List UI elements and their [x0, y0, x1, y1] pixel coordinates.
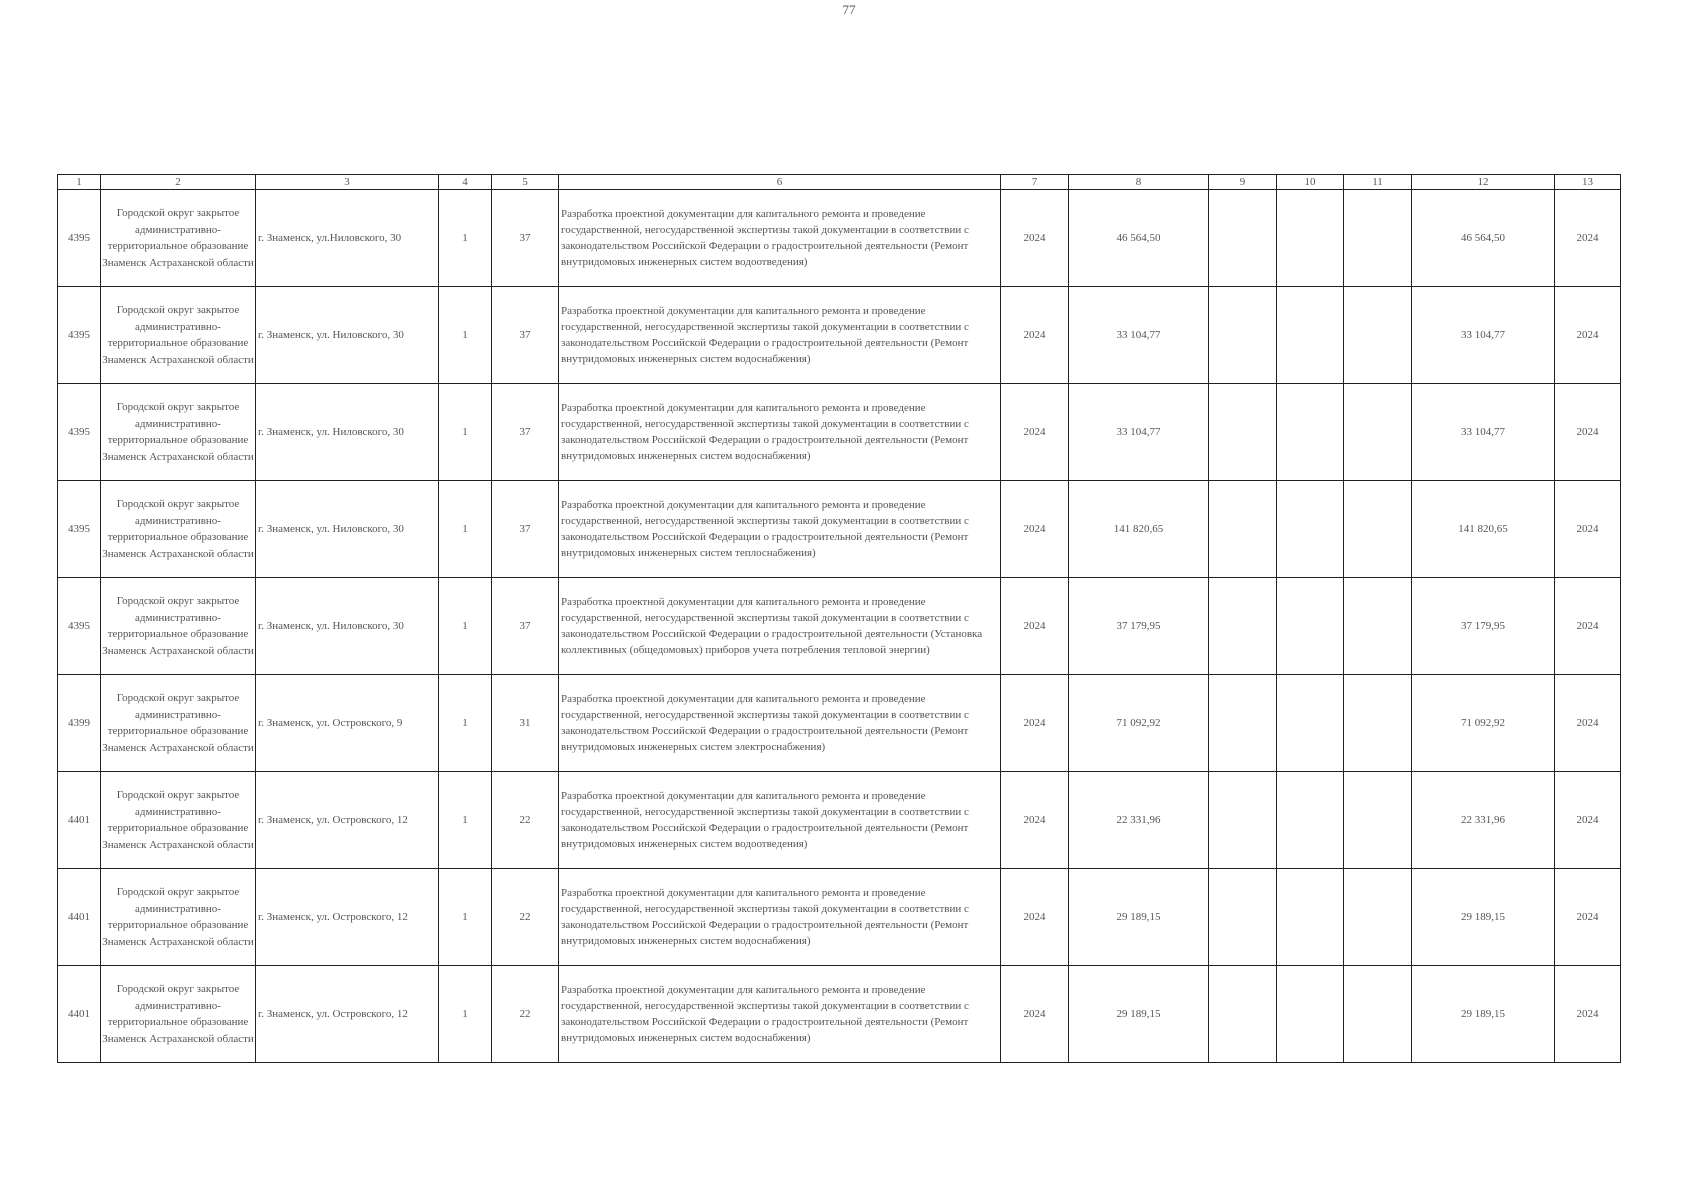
header-row [58, 175, 1621, 190]
column-9-cell [1209, 190, 1277, 287]
table-row [58, 772, 1621, 869]
column-5-cell: 37 [492, 190, 559, 287]
column-4-cell: 1 [439, 772, 492, 869]
column-9-cell [1209, 481, 1277, 578]
municipality-cell: Городской округ закрытое административно-территориальное образование Знаменск Астраханской области [101, 966, 256, 1063]
cost-cell: 46 564,50 [1069, 190, 1209, 287]
column-11-cell [1344, 675, 1412, 772]
work-description-cell: Разработка проектной документации для капитального ремонта и проведение государственной, негосударственной экспертизы такой документации в соответствии с законодательством Российской Федерации о градостроительной деятельности (Ремонт внутридомовых инженерных систем водоснабжения) [559, 869, 1001, 966]
row-number-cell: 4395 [58, 190, 101, 287]
completion-year-cell: 2024 [1555, 966, 1621, 1063]
column-header: 9 [1209, 175, 1277, 190]
total-cost-cell: 46 564,50 [1412, 190, 1555, 287]
row-number-cell: 4401 [58, 966, 101, 1063]
address-cell: г. Знаменск, ул. Ниловского, 30 [256, 287, 439, 384]
year-cell: 2024 [1001, 481, 1069, 578]
work-description-cell: Разработка проектной документации для капитального ремонта и проведение государственной, негосударственной экспертизы такой документации в соответствии с законодательством Российской Федерации о градостроительной деятельности (Ремонт внутридомовых инженерных систем водоснабжения) [559, 287, 1001, 384]
cost-cell: 141 820,65 [1069, 481, 1209, 578]
row-number-cell: 4395 [58, 287, 101, 384]
column-11-cell [1344, 869, 1412, 966]
column-10-cell [1277, 675, 1344, 772]
column-4-cell: 1 [439, 578, 492, 675]
row-number-cell: 4395 [58, 578, 101, 675]
column-header: 7 [1001, 175, 1069, 190]
cost-cell: 71 092,92 [1069, 675, 1209, 772]
table-row [58, 675, 1621, 772]
completion-year-cell: 2024 [1555, 190, 1621, 287]
column-header: 13 [1555, 175, 1621, 190]
municipality-cell: Городской округ закрытое административно-территориальное образование Знаменск Астраханской области [101, 772, 256, 869]
work-description-cell: Разработка проектной документации для капитального ремонта и проведение государственной, негосударственной экспертизы такой документации в соответствии с законодательством Российской Федерации о градостроительной деятельности (Ремонт внутридомовых инженерных систем водоотведения) [559, 772, 1001, 869]
register-table [57, 174, 1621, 1063]
row-number-cell: 4401 [58, 772, 101, 869]
row-number-cell: 4401 [58, 869, 101, 966]
completion-year-cell: 2024 [1555, 869, 1621, 966]
column-10-cell [1277, 384, 1344, 481]
row-number-cell: 4395 [58, 384, 101, 481]
completion-year-cell: 2024 [1555, 675, 1621, 772]
address-cell: г. Знаменск, ул. Ниловского, 30 [256, 384, 439, 481]
register-table-container [57, 174, 1620, 1063]
municipality-cell: Городской округ закрытое административно-территориальное образование Знаменск Астраханской области [101, 190, 256, 287]
column-5-cell: 22 [492, 869, 559, 966]
column-9-cell [1209, 287, 1277, 384]
work-description-cell: Разработка проектной документации для капитального ремонта и проведение государственной, негосударственной экспертизы такой документации в соответствии с законодательством Российской Федерации о градостроительной деятельности (Ремонт внутридомовых инженерных систем электроснабжения) [559, 675, 1001, 772]
work-description-cell: Разработка проектной документации для капитального ремонта и проведение государственной, негосударственной экспертизы такой документации в соответствии с законодательством Российской Федерации о градостроительной деятельности (Установка коллективных (общедомовых) приборов учета потребления тепловой энергии) [559, 578, 1001, 675]
column-9-cell [1209, 772, 1277, 869]
column-5-cell: 37 [492, 578, 559, 675]
total-cost-cell: 33 104,77 [1412, 384, 1555, 481]
column-10-cell [1277, 772, 1344, 869]
table-header [58, 175, 1621, 190]
column-10-cell [1277, 578, 1344, 675]
column-4-cell: 1 [439, 190, 492, 287]
year-cell: 2024 [1001, 384, 1069, 481]
year-cell: 2024 [1001, 869, 1069, 966]
year-cell: 2024 [1001, 578, 1069, 675]
completion-year-cell: 2024 [1555, 772, 1621, 869]
cost-cell: 22 331,96 [1069, 772, 1209, 869]
work-description-cell: Разработка проектной документации для капитального ремонта и проведение государственной, негосударственной экспертизы такой документации в соответствии с законодательством Российской Федерации о градостроительной деятельности (Ремонт внутридомовых инженерных систем теплоснабжения) [559, 481, 1001, 578]
column-9-cell [1209, 869, 1277, 966]
column-10-cell [1277, 481, 1344, 578]
address-cell: г. Знаменск, ул. Островского, 12 [256, 869, 439, 966]
year-cell: 2024 [1001, 287, 1069, 384]
column-header: 2 [101, 175, 256, 190]
column-5-cell: 31 [492, 675, 559, 772]
municipality-cell: Городской округ закрытое административно-территориальное образование Знаменск Астраханской области [101, 869, 256, 966]
completion-year-cell: 2024 [1555, 578, 1621, 675]
column-4-cell: 1 [439, 869, 492, 966]
column-header: 11 [1344, 175, 1412, 190]
total-cost-cell: 141 820,65 [1412, 481, 1555, 578]
column-header: 5 [492, 175, 559, 190]
table-row [58, 966, 1621, 1063]
column-9-cell [1209, 675, 1277, 772]
column-11-cell [1344, 966, 1412, 1063]
work-description-cell: Разработка проектной документации для капитального ремонта и проведение государственной, негосударственной экспертизы такой документации в соответствии с законодательством Российской Федерации о градостроительной деятельности (Ремонт внутридомовых инженерных систем водоотведения) [559, 190, 1001, 287]
column-4-cell: 1 [439, 481, 492, 578]
cost-cell: 29 189,15 [1069, 966, 1209, 1063]
table-row [58, 481, 1621, 578]
column-11-cell [1344, 190, 1412, 287]
address-cell: г. Знаменск, ул. Ниловского, 30 [256, 481, 439, 578]
address-cell: г. Знаменск, ул. Островского, 12 [256, 966, 439, 1063]
column-10-cell [1277, 190, 1344, 287]
total-cost-cell: 33 104,77 [1412, 287, 1555, 384]
column-5-cell: 37 [492, 481, 559, 578]
table-row [58, 190, 1621, 287]
total-cost-cell: 22 331,96 [1412, 772, 1555, 869]
year-cell: 2024 [1001, 772, 1069, 869]
column-header: 12 [1412, 175, 1555, 190]
table-row [58, 869, 1621, 966]
column-9-cell [1209, 578, 1277, 675]
column-11-cell [1344, 384, 1412, 481]
year-cell: 2024 [1001, 675, 1069, 772]
address-cell: г. Знаменск, ул. Островского, 9 [256, 675, 439, 772]
column-4-cell: 1 [439, 384, 492, 481]
table-row [58, 287, 1621, 384]
row-number-cell: 4395 [58, 481, 101, 578]
municipality-cell: Городской округ закрытое административно-территориальное образование Знаменск Астраханской области [101, 481, 256, 578]
column-11-cell [1344, 481, 1412, 578]
cost-cell: 37 179,95 [1069, 578, 1209, 675]
column-header: 4 [439, 175, 492, 190]
column-9-cell [1209, 966, 1277, 1063]
address-cell: г. Знаменск, ул. Ниловского, 30 [256, 578, 439, 675]
completion-year-cell: 2024 [1555, 384, 1621, 481]
column-5-cell: 22 [492, 966, 559, 1063]
table-row [58, 578, 1621, 675]
total-cost-cell: 37 179,95 [1412, 578, 1555, 675]
column-5-cell: 37 [492, 287, 559, 384]
municipality-cell: Городской округ закрытое административно-территориальное образование Знаменск Астраханской области [101, 287, 256, 384]
column-header: 8 [1069, 175, 1209, 190]
column-11-cell [1344, 772, 1412, 869]
total-cost-cell: 71 092,92 [1412, 675, 1555, 772]
total-cost-cell: 29 189,15 [1412, 869, 1555, 966]
work-description-cell: Разработка проектной документации для капитального ремонта и проведение государственной, негосударственной экспертизы такой документации в соответствии с законодательством Российской Федерации о градостроительной деятельности (Ремонт внутридомовых инженерных систем водоснабжения) [559, 384, 1001, 481]
column-11-cell [1344, 287, 1412, 384]
column-10-cell [1277, 966, 1344, 1063]
column-4-cell: 1 [439, 287, 492, 384]
column-4-cell: 1 [439, 675, 492, 772]
column-header: 1 [58, 175, 101, 190]
column-5-cell: 22 [492, 772, 559, 869]
cost-cell: 29 189,15 [1069, 869, 1209, 966]
year-cell: 2024 [1001, 190, 1069, 287]
column-header: 10 [1277, 175, 1344, 190]
page-number: 77 [842, 2, 856, 17]
year-cell: 2024 [1001, 966, 1069, 1063]
row-number-cell: 4399 [58, 675, 101, 772]
column-11-cell [1344, 578, 1412, 675]
column-4-cell: 1 [439, 966, 492, 1063]
municipality-cell: Городской округ закрытое административно-территориальное образование Знаменск Астраханской области [101, 578, 256, 675]
table-row [58, 384, 1621, 481]
completion-year-cell: 2024 [1555, 287, 1621, 384]
address-cell: г. Знаменск, ул.Ниловского, 30 [256, 190, 439, 287]
table-body [58, 190, 1621, 1063]
column-header: 6 [559, 175, 1001, 190]
completion-year-cell: 2024 [1555, 481, 1621, 578]
cost-cell: 33 104,77 [1069, 384, 1209, 481]
column-10-cell [1277, 287, 1344, 384]
total-cost-cell: 29 189,15 [1412, 966, 1555, 1063]
address-cell: г. Знаменск, ул. Островского, 12 [256, 772, 439, 869]
column-10-cell [1277, 869, 1344, 966]
column-9-cell [1209, 384, 1277, 481]
column-header: 3 [256, 175, 439, 190]
cost-cell: 33 104,77 [1069, 287, 1209, 384]
municipality-cell: Городской округ закрытое административно-территориальное образование Знаменск Астраханской области [101, 675, 256, 772]
column-5-cell: 37 [492, 384, 559, 481]
work-description-cell: Разработка проектной документации для капитального ремонта и проведение государственной, негосударственной экспертизы такой документации в соответствии с законодательством Российской Федерации о градостроительной деятельности (Ремонт внутридомовых инженерных систем водоснабжения) [559, 966, 1001, 1063]
municipality-cell: Городской округ закрытое административно-территориальное образование Знаменск Астраханской области [101, 384, 256, 481]
